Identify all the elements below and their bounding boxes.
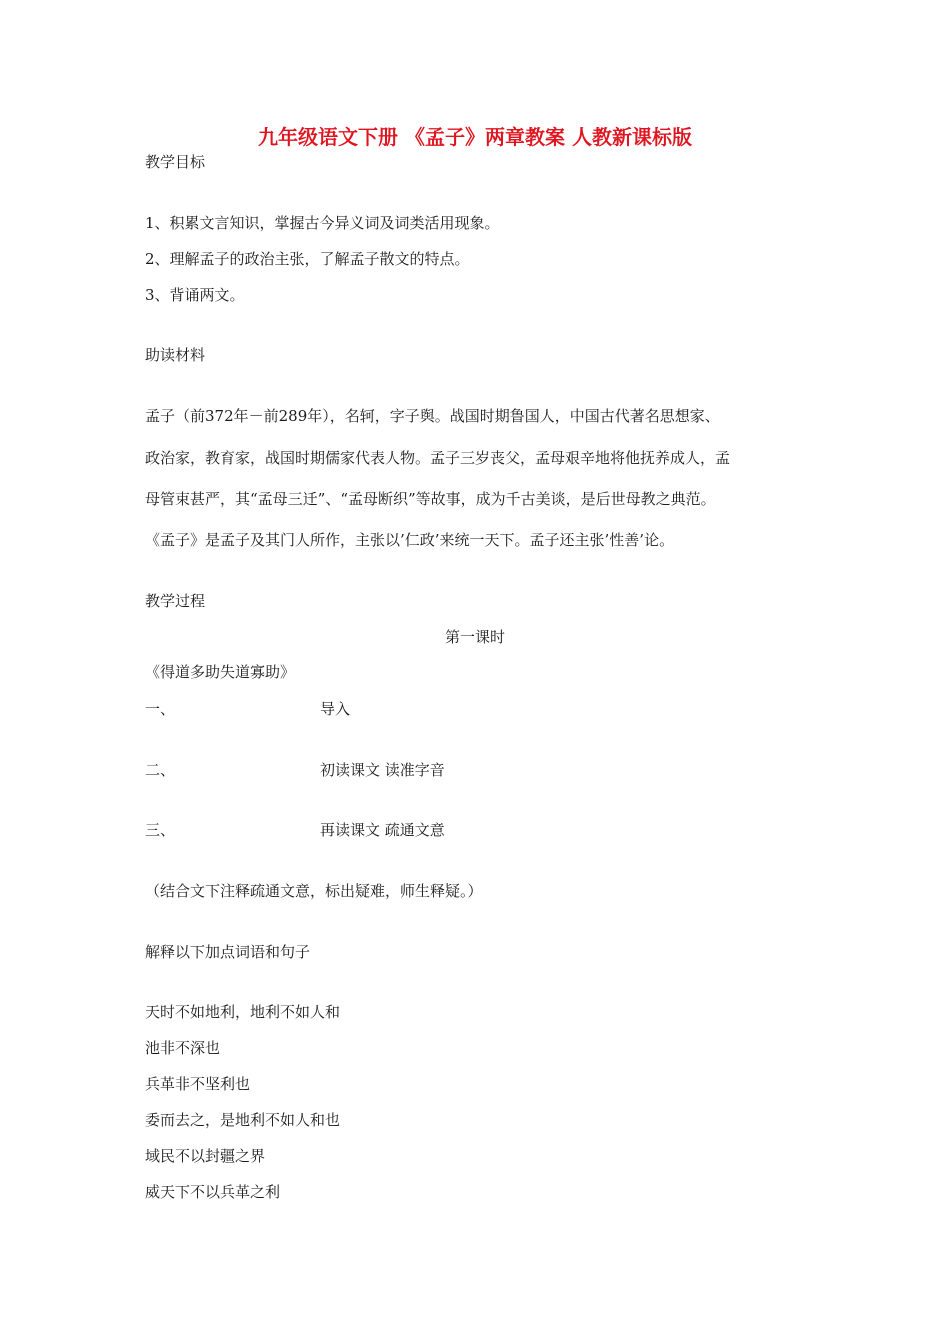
materials-line-2: 政治家，教育家，战国时期儒家代表人物。孟子三岁丧父，孟母艰辛地将他抚养成人，孟 [145,449,731,467]
document-title: 九年级语文下册 《孟子》两章教案 人教新课标版 [258,125,692,149]
process-note: （结合文下注释疏通文意，标出疑难，师生释疑。） [145,882,483,900]
sentence-6: 威天下不以兵革之利 [145,1183,281,1201]
sentence-4: 委而去之，是地利不如人和也 [145,1111,341,1129]
sentence-2: 池非不深也 [145,1039,221,1057]
step-number-3: 三、 [145,821,176,839]
objective-item-1: 1、积累文言知识，掌握古今异义词及词类活用现象。 [145,214,500,232]
process-heading: 教学过程 [145,592,206,610]
sentence-5: 域民不以封疆之界 [145,1147,266,1165]
lesson-label: 第一课时 [444,628,505,646]
explain-heading: 解释以下加点词语和句子 [145,943,311,961]
step-label-2: 初读课文 读准字音 [320,761,445,779]
sentence-3: 兵革非不坚利也 [145,1075,251,1093]
materials-heading: 助读材料 [145,346,206,364]
materials-line-1: 孟子（前372年－前289年），名轲，字子舆。战国时期鲁国人，中国古代著名思想家、 [145,407,720,425]
materials-line-4: 《孟子》是孟子及其门人所作，主张以’仁政’来统一天下。孟子还主张’性善’论。 [145,531,675,549]
text-title: 《得道多助失道寡助》 [145,663,296,681]
step-label-1: 导入 [320,700,351,718]
objectives-heading: 教学目标 [145,153,206,171]
step-number-1: 一、 [145,700,176,718]
sentence-1: 天时不如地利，地利不如人和 [145,1003,341,1021]
step-number-2: 二、 [145,761,176,779]
step-label-3: 再读课文 疏通文意 [320,821,445,839]
materials-line-3: 母管束甚严，其“孟母三迁”、“孟母断织”等故事，成为千古美谈，是后世母教之典范。 [145,490,716,508]
objective-item-3: 3、背诵两文。 [145,286,245,304]
objective-item-2: 2、理解孟子的政治主张，了解孟子散文的特点。 [145,250,470,268]
